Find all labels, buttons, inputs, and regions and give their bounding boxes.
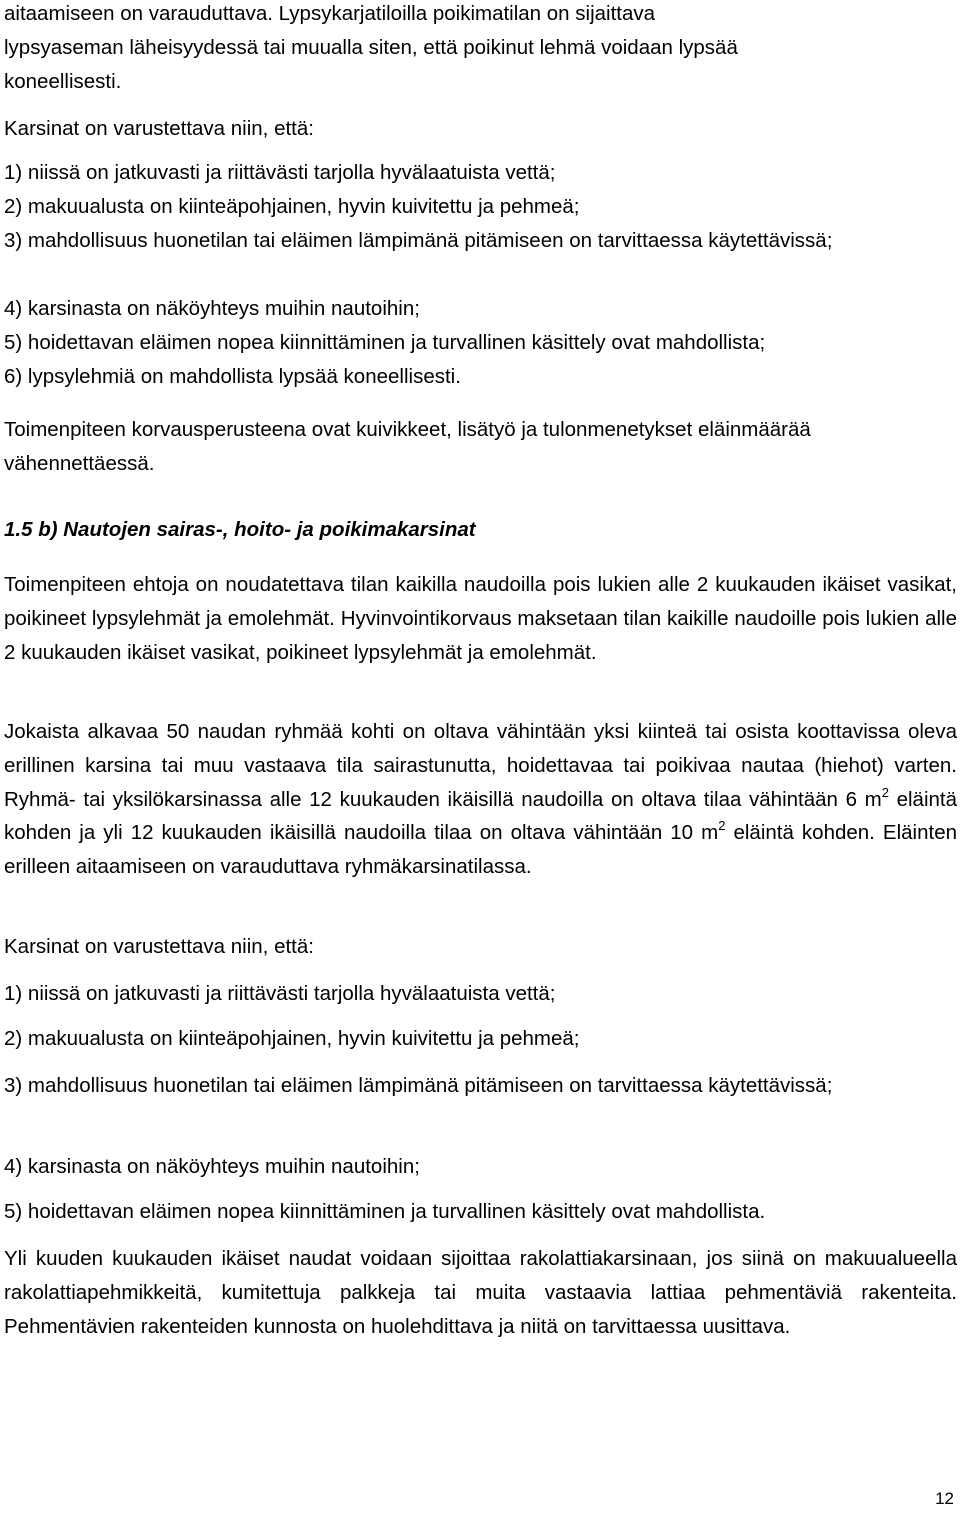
list-item-a5: 5) hoidettavan eläimen nopea kiinnittäminen ja turvallinen käsittely ovat mahdollista; xyxy=(4,331,766,354)
karsinat-intro-a: Karsinat on varustettava niin, että: xyxy=(4,117,314,140)
list-item-a6: 6) lypsylehmiä on mahdollista lypsää koneellisesti. xyxy=(4,365,461,388)
list-item-a1: 1) niissä on jatkuvasti ja riittävästi tarjolla hyvälaatuista vettä; xyxy=(4,161,556,184)
list-item-b5: 5) hoidettavan eläimen nopea kiinnittäminen ja turvallinen käsittely ovat mahdollista. xyxy=(4,1200,766,1223)
slatted-floor-paragraph: Yli kuuden kuukauden ikäiset naudat voidaan sijoittaa rakolattiakarsinaan, jos siinä on makuualueella rakolattiapehmikkeitä, kumitettuja palkkeja tai muita vastaavia lattiaa pehmentäviä rakenteita. Pehmentävien rakenteiden kunnosta on huolehdittava ja niitä on tarvittaessa uusittava. xyxy=(4,1247,957,1338)
list-item-a2: 2) makuualusta on kiinteäpohjainen, hyvin kuivitettu ja pehmeä; xyxy=(4,195,580,218)
conditions-paragraph: Toimenpiteen ehtoja on noudatettava tilan kaikilla naudoilla pois lukien alle 2 kuukauden ikäiset vasikat, poikineet lypsylehmät ja emolehmät. Hyvinvointikorvaus maksetaan tilan kaikille naudoille pois lukien alle 2 kuukauden ikäiset vasikat, poikineet lypsylehmät ja emolehmät. xyxy=(4,573,957,664)
karsinat-intro-b: Karsinat on varustettava niin, että: xyxy=(4,935,314,958)
page-number: 12 xyxy=(935,1489,954,1508)
list-item-a3: 3) mahdollisuus huonetilan tai eläimen lämpimänä pitämiseen on tarvittaessa käytettävissä; xyxy=(4,229,833,252)
list-item-b4: 4) karsinasta on näköyhteys muihin nautoihin; xyxy=(4,1155,420,1178)
list-item-b1: 1) niissä on jatkuvasti ja riittävästi tarjolla hyvälaatuista vettä; xyxy=(4,982,556,1005)
list-item-a4: 4) karsinasta on näköyhteys muihin nautoihin; xyxy=(4,297,420,320)
list-item-b2: 2) makuualusta on kiinteäpohjainen, hyvin kuivitettu ja pehmeä; xyxy=(4,1027,580,1050)
superscript-2: 2 xyxy=(718,818,726,834)
group-text-part-1: Jokaista alkavaa 50 naudan ryhmää kohti on oltava vähintään yksi kiinteä tai osista koottavissa oleva erillinen karsina tai muu vastaava tila sairastunutta, hoidettavaa tai poikivaa nautaa (hiehot) varten. Ryhmä- tai yksilökarsinassa alle 12 kuukauden ikäisillä naudoilla on oltava tilaa vähintään 6 m xyxy=(4,720,957,811)
group-text-part-2: eläintä kohden ja yli 12 kuukauden ikäisillä naudoilla tilaa on oltava vähintään 10 m xyxy=(4,787,957,845)
intro-line-1: aitaamiseen on varauduttava. Lypsykarjatiloilla poikimatilan on sijaittava xyxy=(4,2,656,25)
section-heading: 1.5 b) Nautojen sairas-, hoito- ja poikimakarsinat xyxy=(4,518,476,541)
intro-line-2: lypsyaseman läheisyydessä tai muualla siten, että poikinut lehmä voidaan lypsää xyxy=(4,36,738,59)
list-item-b3: 3) mahdollisuus huonetilan tai eläimen lämpimänä pitämiseen on tarvittaessa käytettävissä; xyxy=(4,1074,833,1097)
group-text-part-3: eläintä kohden. Eläinten erilleen aitaamiseen on varauduttava ryhmäkarsinatilassa. xyxy=(4,821,957,879)
superscript-1: 2 xyxy=(881,784,889,800)
compensation-paragraph: Toimenpiteen korvausperusteena ovat kuivikkeet, lisätyö ja tulonmenetykset eläinmäärää vähennettäessä. xyxy=(4,418,811,475)
group-space-paragraph xyxy=(4,715,957,884)
intro-line-3: koneellisesti. xyxy=(4,70,122,93)
